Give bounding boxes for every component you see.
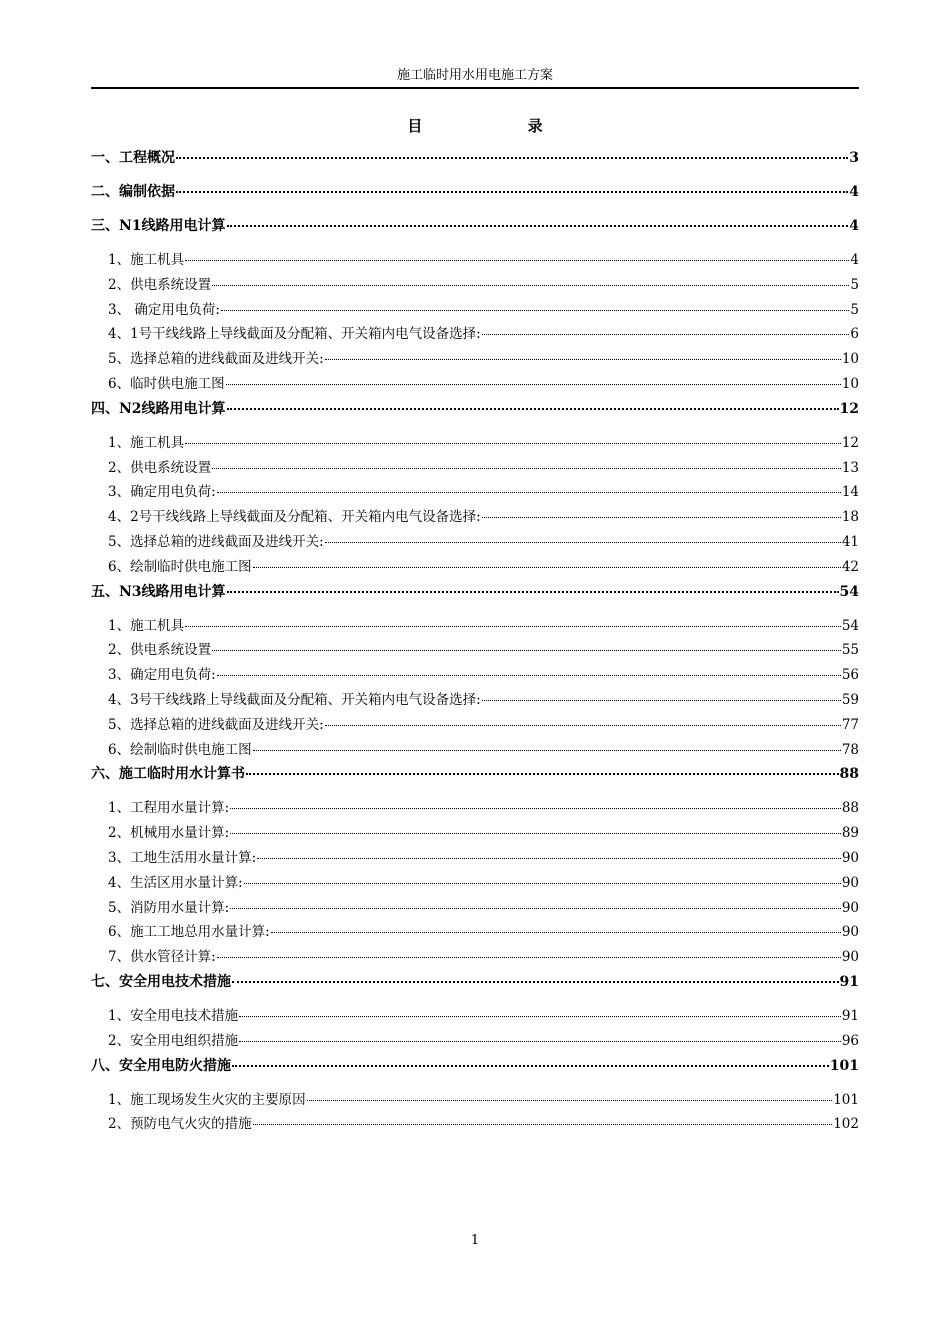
toc-subsection-entry[interactable] — [91, 347, 859, 372]
page-number: 1 — [470, 1233, 480, 1248]
toc-entry-title: 6、施工工地总用水量计算: — [108, 924, 270, 941]
toc-page-number: 10 — [841, 351, 859, 368]
toc-page-number: 12 — [841, 434, 859, 451]
toc-page-number: 101 — [829, 1057, 859, 1074]
toc-entry-title: 5、选择总箱的进线截面及进线开关: — [108, 716, 324, 733]
toc-subsection-entry[interactable] — [91, 638, 859, 663]
toc-dot-leader — [226, 384, 841, 385]
toc-entry-title: 4、2号干线线路上导线截面及分配箱、开关箱内电气设备选择: — [108, 509, 481, 526]
toc-page-number: 54 — [839, 583, 859, 600]
toc-page-number: 90 — [841, 874, 859, 891]
toc-page-number: 90 — [841, 899, 859, 916]
toc-dot-leader — [185, 626, 841, 627]
toc-subsection-entry[interactable] — [91, 738, 859, 763]
toc-page-number: 5 — [850, 301, 859, 318]
toc-page-number: 101 — [833, 1091, 859, 1108]
toc-entry-title: 2、供电系统设置 — [108, 276, 212, 293]
toc-page-number: 3 — [849, 150, 859, 166]
toc-dot-leader — [230, 808, 841, 809]
toc-page-number: 10 — [841, 375, 859, 392]
toc-subsection-entry[interactable] — [91, 1088, 859, 1113]
toc-page-number: 90 — [841, 949, 859, 966]
toc-dot-leader — [325, 725, 841, 726]
toc-dot-leader — [482, 517, 841, 518]
toc-entry-title: 二、编制依据 — [91, 184, 175, 200]
toc-page-number: 88 — [841, 800, 859, 817]
toc-page-number: 96 — [841, 1032, 859, 1049]
toc-page-number: 88 — [839, 766, 859, 783]
toc-section-entry[interactable] — [91, 397, 859, 431]
toc-page-number: 6 — [850, 326, 859, 343]
toc-dot-leader — [185, 443, 841, 444]
toc-page-number: 18 — [841, 509, 859, 526]
table-of-contents — [91, 146, 859, 1137]
toc-dot-leader — [482, 334, 850, 335]
toc-section-entry[interactable] — [91, 146, 859, 180]
toc-dot-leader — [217, 957, 841, 958]
toc-subsection-entry[interactable] — [91, 505, 859, 530]
toc-subsection-entry[interactable] — [91, 456, 859, 481]
toc-dot-leader — [246, 773, 839, 775]
toc-page-number: 4 — [850, 252, 859, 268]
toc-dot-leader — [176, 191, 848, 193]
toc-dot-leader — [212, 650, 841, 651]
toc-subsection-entry[interactable] — [91, 821, 859, 846]
toc-entry-title: 2、供电系统设置 — [108, 642, 212, 659]
toc-page-number: 14 — [841, 484, 859, 501]
toc-dot-leader — [176, 157, 848, 159]
toc-page-number: 89 — [841, 825, 859, 842]
toc-entry-title: 6、绘制临时供电施工图 — [108, 741, 252, 758]
toc-entry-title: 4、1号干线线路上导线截面及分配箱、开关箱内电气设备选择: — [108, 326, 481, 343]
toc-entry-title: 5、消防用水量计算: — [108, 899, 230, 916]
toc-dot-leader — [325, 359, 841, 360]
toc-page-number: 12 — [839, 400, 859, 417]
toc-subsection-entry[interactable] — [91, 322, 859, 347]
toc-entry-title: 5、选择总箱的进线截面及进线开关: — [108, 351, 324, 368]
toc-subsection-entry[interactable] — [91, 614, 859, 639]
toc-dot-leader — [239, 1041, 841, 1042]
toc-subsection-entry[interactable] — [91, 248, 859, 273]
toc-entry-title: 六、施工临时用水计算书 — [91, 766, 245, 783]
toc-subsection-entry[interactable] — [91, 896, 859, 921]
toc-entry-title: 2、机械用水量计算: — [108, 825, 230, 842]
toc-entry-title: 3、确定用电负荷: — [108, 667, 216, 684]
toc-dot-leader — [232, 1065, 829, 1067]
toc-subsection-entry[interactable] — [91, 1004, 859, 1029]
toc-page-number: 59 — [841, 691, 859, 708]
toc-subsection-entry[interactable] — [91, 273, 859, 298]
toc-entry-title: 6、临时供电施工图 — [108, 375, 225, 392]
toc-subsection-entry[interactable] — [91, 372, 859, 397]
toc-section-entry[interactable] — [91, 1054, 859, 1088]
toc-page-number: 4 — [849, 184, 859, 200]
toc-subsection-entry[interactable] — [91, 431, 859, 456]
toc-subsection-entry[interactable] — [91, 846, 859, 871]
toc-entry-title: 八、安全用电防火措施 — [91, 1057, 231, 1074]
toc-dot-leader — [325, 542, 841, 543]
toc-page-number: 90 — [841, 924, 859, 941]
toc-page-number: 5 — [850, 276, 859, 293]
toc-entry-title: 一、工程概况 — [91, 150, 175, 166]
toc-page-number: 91 — [841, 1007, 859, 1024]
toc-dot-leader — [230, 908, 841, 909]
toc-entry-title: 1、施工机具 — [108, 434, 185, 451]
toc-entry-title: 2、预防电气火灾的措施 — [108, 1116, 252, 1133]
toc-section-entry[interactable] — [91, 580, 859, 614]
toc-section-entry[interactable] — [91, 214, 859, 248]
toc-subsection-entry[interactable] — [91, 871, 859, 896]
toc-dot-leader — [253, 750, 841, 751]
toc-entry-title: 五、N3线路用电计算 — [91, 583, 226, 600]
toc-dot-leader — [227, 225, 849, 227]
toc-page-number: 42 — [841, 558, 859, 575]
toc-section-entry[interactable] — [91, 762, 859, 796]
toc-entry-title: 3、 确定用电负荷: — [108, 301, 220, 318]
toc-dot-leader — [271, 932, 841, 933]
toc-dot-leader — [217, 675, 841, 676]
toc-entry-title: 3、确定用电负荷: — [108, 484, 216, 501]
toc-subsection-entry[interactable] — [91, 480, 859, 505]
toc-subsection-entry[interactable] — [91, 1029, 859, 1054]
toc-subsection-entry[interactable] — [91, 1112, 859, 1137]
toc-page-number: 102 — [833, 1116, 859, 1133]
toc-subsection-entry[interactable] — [91, 663, 859, 688]
toc-subsection-entry[interactable] — [91, 555, 859, 580]
toc-section-entry[interactable] — [91, 180, 859, 214]
toc-entry-title: 1、施工现场发生火灾的主要原因 — [108, 1091, 306, 1108]
toc-subsection-entry[interactable] — [91, 920, 859, 945]
toc-dot-leader — [221, 310, 849, 311]
toc-entry-title: 1、施工机具 — [108, 617, 185, 634]
toc-page-number: 77 — [841, 716, 859, 733]
toc-dot-leader — [212, 468, 841, 469]
toc-dot-leader — [217, 492, 841, 493]
toc-dot-leader — [253, 567, 841, 568]
toc-entry-title: 七、安全用电技术措施 — [91, 973, 231, 990]
toc-entry-title: 1、施工机具 — [108, 252, 185, 268]
toc-section-entry[interactable] — [91, 970, 859, 1004]
toc-title: 目 录 — [407, 117, 593, 135]
toc-entry-title: 3、工地生活用水量计算: — [108, 849, 257, 866]
toc-entry-title: 4、生活区用水量计算: — [108, 874, 243, 891]
toc-dot-leader — [232, 981, 839, 983]
page-header: 施工临时用水用电施工方案 — [91, 66, 859, 89]
toc-subsection-entry[interactable] — [91, 713, 859, 738]
toc-page-number: 90 — [841, 849, 859, 866]
toc-page-number: 4 — [849, 218, 859, 234]
toc-entry-title: 7、供水管径计算: — [108, 949, 216, 966]
toc-page-number: 91 — [839, 973, 859, 990]
toc-entry-title: 2、供电系统设置 — [108, 459, 212, 476]
toc-entry-title: 1、工程用水量计算: — [108, 800, 230, 817]
toc-dot-leader — [230, 833, 841, 834]
toc-dot-leader — [307, 1100, 833, 1101]
toc-subsection-entry[interactable] — [91, 530, 859, 555]
toc-dot-leader — [482, 700, 841, 701]
toc-page-number: 55 — [841, 642, 859, 659]
toc-dot-leader — [253, 1124, 833, 1125]
toc-page-number: 13 — [841, 459, 859, 476]
toc-dot-leader — [227, 591, 839, 593]
toc-dot-leader — [257, 858, 841, 859]
toc-dot-leader — [239, 1016, 841, 1017]
toc-page-number: 78 — [841, 741, 859, 758]
toc-dot-leader — [227, 408, 839, 410]
toc-page-number: 56 — [841, 667, 859, 684]
toc-entry-title: 4、3号干线线路上导线截面及分配箱、开关箱内电气设备选择: — [108, 691, 481, 708]
toc-subsection-entry[interactable] — [91, 298, 859, 323]
toc-entry-title: 2、安全用电组织措施 — [108, 1032, 239, 1049]
toc-subsection-entry[interactable] — [91, 945, 859, 970]
toc-dot-leader — [185, 260, 849, 261]
toc-entry-title: 四、N2线路用电计算 — [91, 400, 226, 417]
toc-subsection-entry[interactable] — [91, 796, 859, 821]
toc-entry-title: 1、安全用电技术措施 — [108, 1007, 239, 1024]
toc-page-number: 41 — [841, 533, 859, 550]
toc-page-number: 54 — [841, 617, 859, 634]
toc-entry-title: 5、选择总箱的进线截面及进线开关: — [108, 533, 324, 550]
toc-subsection-entry[interactable] — [91, 688, 859, 713]
toc-entry-title: 三、N1线路用电计算 — [91, 218, 226, 234]
toc-dot-leader — [212, 285, 849, 286]
toc-dot-leader — [244, 883, 841, 884]
toc-entry-title: 6、绘制临时供电施工图 — [108, 558, 252, 575]
